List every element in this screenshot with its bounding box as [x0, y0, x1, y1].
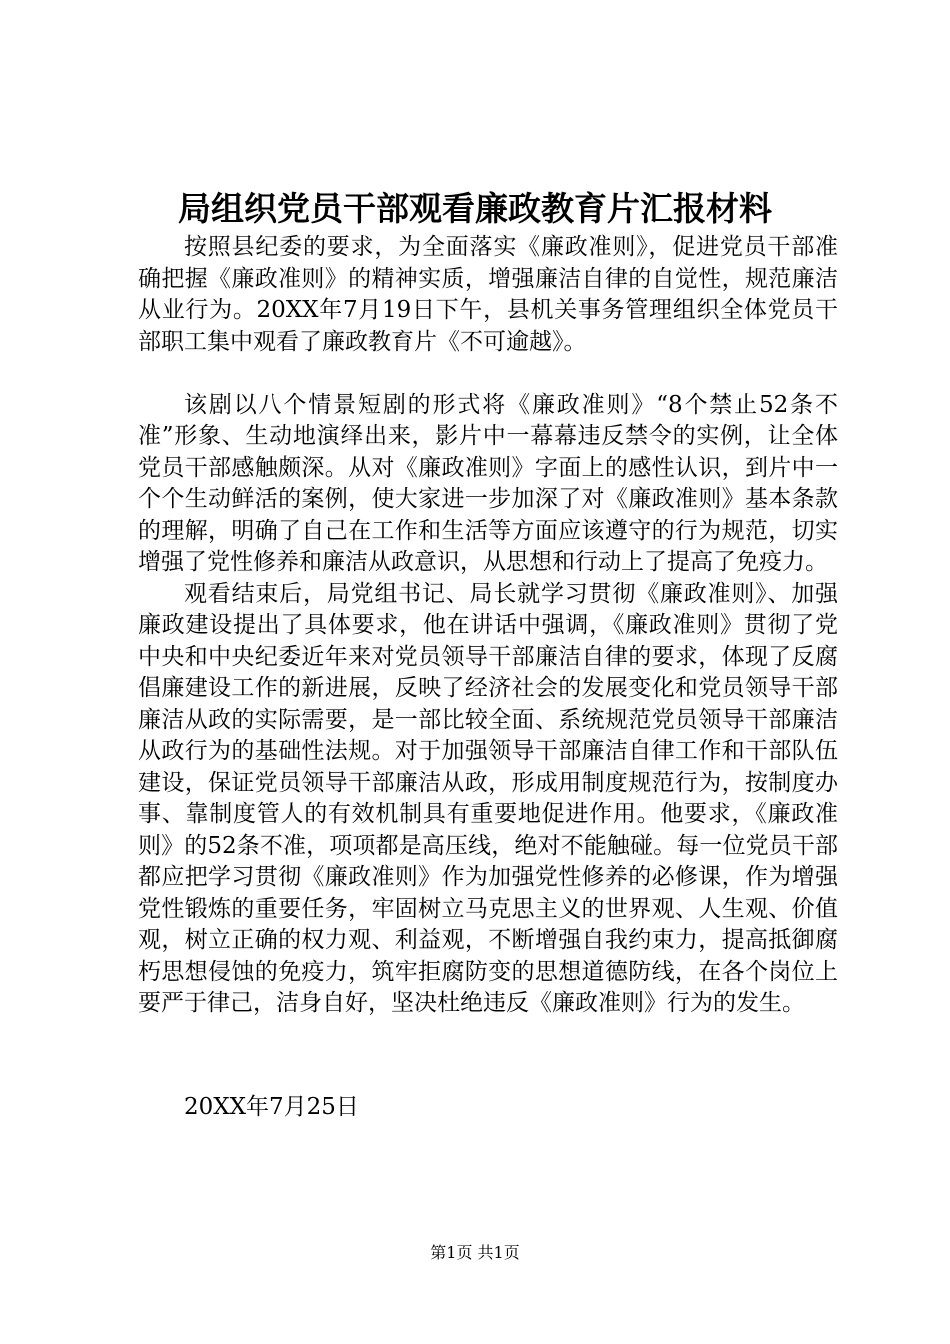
page-number-footer: 第1页 共1页 — [430, 1243, 520, 1262]
document-body — [138, 232, 838, 1020]
document-title: 局组织党员干部观看廉政教育片汇报材料 — [178, 189, 772, 228]
paragraph-intro: 按照县纪委的要求，为全面落实《廉政准则》，促进党员干部准确把握《廉政准则》的精神实质，增强廉洁自律的自觉性，规范廉洁从业行为。20XX年7月19日下午，县机关事务管理组织全体党员干部职工集中观看了廉政教育片《不可逾越》。 — [138, 234, 838, 355]
paragraph-film-content: 该剧以八个情景短剧的形式将《廉政准则》“8个禁止52条不准”形象、生动地演绎出来，影片中一幕幕违反禁令的实例，让全体党员干部感触颇深。从对《廉政准则》字面上的感性认识，到片中一个个生动鲜活的案例，使大家进一步加深了对《廉政准则》基本条款的理解，明确了自己在工作和生活等方面应该遵守的行为规范，切实增强了党性修养和廉洁从政意识，从思想和行动上了提高了免疫力。 — [138, 391, 838, 575]
document-date: 20XX年7月25日 — [184, 1094, 359, 1120]
paragraph-leader-remarks: 观看结束后，局党组书记、局长就学习贯彻《廉政准则》、加强廉政建设提出了具体要求，他在讲话中强调，《廉政准则》贯彻了党中央和中央纪委近年来对党员领导干部廉洁自律的要求，体现了反腐倡廉建设工作的新进展，反映了经济社会的发展变化和党员领导干部廉洁从政的实际需要，是一部比较全面、系统规范党员领导干部廉洁从政行为的基础性法规。对于加强领导干部廉洁自律工作和干部队伍建设，保证党员领导干部廉洁从政，形成用制度规范行为，按制度办事、靠制度管人的有效机制具有重要地促进作用。他要求，《廉政准则》的52条不准，项项都是高压线，绝对不能触碰。每一位党员干部都应把学习贯彻《廉政准则》作为加强党性修养的必修课，作为增强党性锻炼的重要任务，牢固树立马克思主义的世界观、人生观、价值观，树立正确的权力观、利益观，不断增强自我约束力，提高抵御腐朽思想侵蚀的免疫力，筑牢拒腐防变的思想道德防线，在各个岗位上要严于律己，洁身自好，坚决杜绝违反《廉政准则》行为的发生。 — [138, 580, 838, 1016]
